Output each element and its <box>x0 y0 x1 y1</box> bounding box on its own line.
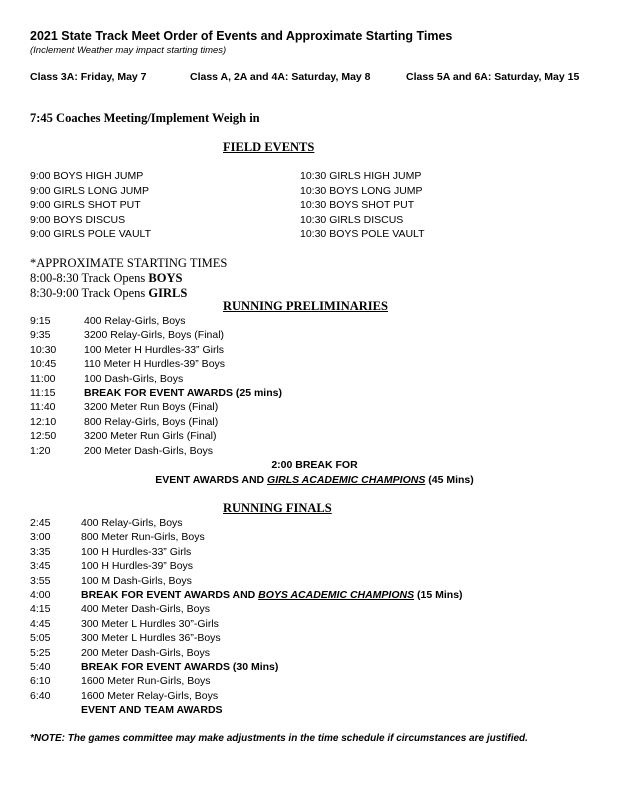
schedule-event: 1600 Meter Relay-Girls, Boys <box>81 689 219 702</box>
schedule-time: 5:40 <box>30 660 51 673</box>
schedule-row <box>30 602 590 616</box>
schedule-event: 1600 Meter Run-Girls, Boys <box>81 675 211 688</box>
finals-schedule <box>30 516 590 717</box>
field-events-heading: FIELD EVENTS <box>223 140 315 154</box>
break-notice-prefix: EVENT AWARDS AND <box>155 474 268 486</box>
schedule-row <box>30 545 590 559</box>
document-subtitle: (Inclement Weather may impact starting times) <box>30 45 227 56</box>
schedule-time: 4:00 <box>30 588 51 601</box>
field-event-item: 10:30 GIRLS DISCUS <box>300 213 404 226</box>
boys-academic-champions: BOYS ACADEMIC CHAMPIONS <box>258 588 415 601</box>
running-preliminaries-heading: RUNNING PRELIMINARIES <box>223 299 388 313</box>
schedule-time: 2:45 <box>30 517 51 529</box>
schedule-row <box>30 588 590 602</box>
track-opens-girls-time: 8:30-9:00 Track Opens <box>30 286 149 300</box>
class-a2a4a-date: Class A, 2A and 4A: Saturday, May 8 <box>190 71 371 83</box>
class-3a-date: Class 3A: Friday, May 7 <box>30 71 147 83</box>
schedule-event: 110 Meter H Hurdles-39” Boys <box>84 358 226 371</box>
schedule-time: 12:10 <box>30 415 57 428</box>
schedule-event: 100 Dash-Girls, Boys <box>84 372 184 385</box>
schedule-event: 3200 Relay-Girls, Boys (Final) <box>84 329 225 342</box>
schedule-event: 800 Relay-Girls, Boys (Final) <box>84 415 219 428</box>
schedule-row <box>30 444 530 458</box>
schedule-row <box>30 674 590 688</box>
schedule-time: 10:30 <box>30 343 57 356</box>
track-opens-boys <box>30 271 227 286</box>
class-5a6a-date: Class 5A and 6A: Saturday, May 15 <box>406 71 580 83</box>
schedule-event: 400 Meter Dash-Girls, Boys <box>81 603 210 616</box>
document-title: 2021 State Track Meet Order of Events and Approximate Starting Times <box>30 29 453 43</box>
track-opens-girls <box>30 286 227 301</box>
schedule-event: 3200 Meter Run Girls (Final) <box>84 430 217 443</box>
footnote: *NOTE: The games committee may make adjustments in the time schedule if circumstances are justified. <box>30 733 528 744</box>
schedule-time: 11:00 <box>30 372 56 385</box>
schedule-row <box>30 617 590 631</box>
schedule-event: 3200 Meter Run Boys (Final) <box>84 401 219 414</box>
schedule-row <box>30 429 530 443</box>
schedule-row <box>30 372 530 386</box>
schedule-event: 200 Meter Dash-Girls, Boys <box>84 444 213 457</box>
approximate-times-heading: *APPROXIMATE STARTING TIMES <box>30 256 228 270</box>
track-opens-girls-label: GIRLS <box>148 286 188 300</box>
schedule-row <box>30 689 590 703</box>
field-events-right-column <box>300 169 425 242</box>
schedule-event: 100 Meter H Hurdles-33” Girls <box>84 343 225 356</box>
schedule-event: 100 H Hurdles-33” Girls <box>81 545 192 558</box>
schedule-time: 11:40 <box>30 401 56 414</box>
schedule-event: 800 Meter Run-Girls, Boys <box>81 531 205 544</box>
schedule-time: 10:45 <box>30 358 57 371</box>
schedule-event: 400 Relay-Girls, Boys <box>81 517 183 529</box>
schedule-row <box>30 386 530 400</box>
schedule-event: 100 H Hurdles-39” Boys <box>81 560 194 573</box>
schedule-row <box>30 631 590 645</box>
break-label: BREAK FOR EVENT AWARDS AND <box>81 588 259 601</box>
schedule-time: 4:15 <box>30 603 51 616</box>
schedule-row <box>30 703 590 717</box>
schedule-time: 11:15 <box>30 386 56 399</box>
schedule-row <box>30 343 530 357</box>
break-duration: (15 Mins) <box>414 588 463 601</box>
field-event-item: 10:30 GIRLS HIGH JUMP <box>300 170 422 182</box>
field-events-left-column <box>30 169 151 242</box>
schedule-event-break <box>81 588 463 602</box>
track-opens-boys-time: 8:00-8:30 Track Opens <box>30 271 149 285</box>
schedule-row <box>30 530 590 544</box>
schedule-row <box>30 400 530 414</box>
schedule-event: 300 Meter L Hurdles 36”-Boys <box>81 632 221 645</box>
break-notice-line2 <box>0 474 629 486</box>
schedule-time: 5:25 <box>30 646 51 659</box>
schedule-row <box>30 574 590 588</box>
closing-awards: EVENT AND TEAM AWARDS <box>81 704 223 717</box>
schedule-row <box>30 559 590 573</box>
schedule-event: 400 Relay-Girls, Boys <box>84 315 186 327</box>
preliminaries-schedule <box>30 314 530 458</box>
schedule-event: 100 M Dash-Girls, Boys <box>81 574 192 587</box>
running-finals-heading: RUNNING FINALS <box>223 501 332 515</box>
field-event-item: 10:30 BOYS POLE VAULT <box>300 228 425 240</box>
break-notice-duration: (45 Mins) <box>425 474 474 486</box>
schedule-time: 3:35 <box>30 545 51 558</box>
schedule-time: 5:05 <box>30 632 51 645</box>
coaches-meeting: 7:45 Coaches Meeting/Implement Weigh in <box>30 111 260 125</box>
schedule-row <box>30 516 590 530</box>
schedule-event: 200 Meter Dash-Girls, Boys <box>81 646 210 659</box>
girls-academic-champions: GIRLS ACADEMIC CHAMPIONS <box>267 474 426 486</box>
schedule-time: 6:40 <box>30 689 51 702</box>
schedule-row <box>30 357 530 371</box>
schedule-event-break: BREAK FOR EVENT AWARDS (30 Mins) <box>81 660 279 673</box>
schedule-time: 9:35 <box>30 329 51 342</box>
schedule-row <box>30 660 590 674</box>
schedule-row <box>30 646 590 660</box>
schedule-time: 3:45 <box>30 560 51 573</box>
schedule-time: 12:50 <box>30 430 57 443</box>
field-event-item: 9:00 GIRLS SHOT PUT <box>30 199 141 211</box>
schedule-row <box>30 314 530 328</box>
schedule-event-break: BREAK FOR EVENT AWARDS (25 mins) <box>84 386 282 399</box>
field-event-item: 9:00 GIRLS POLE VAULT <box>30 228 151 240</box>
field-event-item: 10:30 BOYS SHOT PUT <box>300 199 415 211</box>
field-event-item: 9:00 GIRLS LONG JUMP <box>30 184 150 197</box>
schedule-event: 300 Meter L Hurdles 30”-Girls <box>81 617 219 630</box>
schedule-time: 6:10 <box>30 675 51 688</box>
schedule-time: 4:45 <box>30 617 51 630</box>
track-opens-boys-label: BOYS <box>148 271 183 285</box>
field-event-item: 9:00 BOYS DISCUS <box>30 213 126 226</box>
schedule-row <box>30 328 530 342</box>
schedule-time: 3:00 <box>30 531 51 544</box>
schedule-time: 9:15 <box>30 315 51 327</box>
field-event-item: 10:30 BOYS LONG JUMP <box>300 184 423 197</box>
schedule-row <box>30 415 530 429</box>
schedule-time: 3:55 <box>30 574 51 587</box>
field-event-item: 9:00 BOYS HIGH JUMP <box>30 170 144 182</box>
approximate-times-block <box>30 256 227 301</box>
break-notice-line1: 2:00 BREAK FOR <box>271 459 358 471</box>
schedule-time: 1:20 <box>30 444 51 457</box>
